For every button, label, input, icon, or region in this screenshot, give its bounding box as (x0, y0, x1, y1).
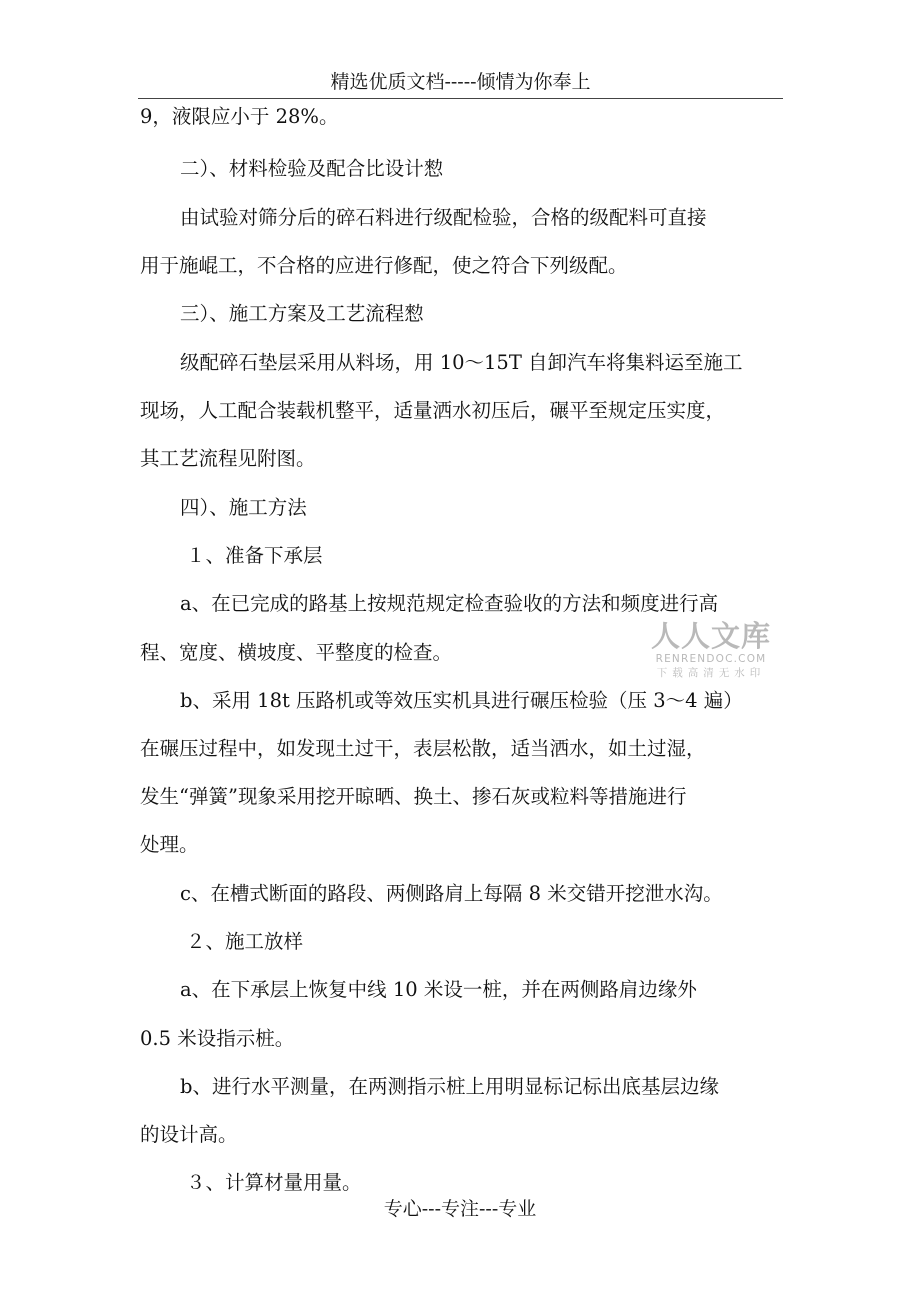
body-line: 9，液限应小于 28%。 (140, 105, 339, 128)
watermark-title: 人人文库 (650, 619, 771, 653)
body-line: 程、宽度、横坡度、平整度的检查。 (140, 641, 453, 664)
body-line: 级配碎石垫层采用从料场，用 10～15T 自卸汽车将集料运至施工 (180, 351, 743, 374)
body-line: a、在已完成的路基上按规范规定检查验收的方法和频度进行高 (180, 592, 719, 615)
body-line: 用于施崐工，不合格的应进行修配，使之符合下列级配。 (140, 254, 628, 277)
body-line: 现场，人工配合装载机整平，适量洒水初压后，碾平至规定压实度， (140, 399, 726, 422)
body-line: 由试验对筛分后的碎石料进行级配检验，合格的级配料可直接 (180, 206, 707, 229)
watermark-logo (646, 620, 776, 684)
body-line: b、采用 18t 压路机或等效压实机具进行碾压检验（压 3～4 遍） (180, 689, 743, 712)
body-line: c、在槽式断面的路段、两侧路肩上每隔 8 米交错开挖泄水沟。 (180, 882, 723, 905)
watermark-slogan: 下载高清无水印 (656, 667, 766, 679)
body-line: 发生“弹簧”现象采用挖开晾晒、换土、掺石灰或粒料等措施进行 (140, 785, 687, 808)
body-line: 其工艺流程见附图。 (140, 447, 316, 470)
watermark-domain: RENRENDOC.COM (655, 653, 767, 665)
section-heading: 二）、材料检验及配合比设计愸 (180, 157, 444, 180)
body-line: 0.5 米设指示桩。 (140, 1027, 295, 1050)
section-heading: 三）、施工方案及工艺流程愸 (180, 302, 424, 325)
body-line: 处理。 (140, 833, 199, 856)
body-line: 的设计高。 (140, 1123, 238, 1146)
header-text: 精选优质文档-----倾情为你奉上 (330, 71, 591, 93)
subsection-heading: １、准备下承层 (186, 544, 323, 567)
subsection-heading: ３、计算材量用量。 (186, 1171, 362, 1194)
footer-text: 专心---专注---专业 (383, 1198, 537, 1220)
section-heading: 四）、施工方法 (180, 496, 307, 519)
page-footer (0, 1195, 920, 1223)
body-line: a、在下承层上恢复中线 10 米设一桩，并在两侧路肩边缘外 (180, 978, 697, 1001)
subsection-heading: ２、施工放样 (186, 930, 304, 953)
body-line: 在碾压过程中，如发现土过干，表层松散，适当洒水，如土过湿， (140, 737, 706, 760)
page-header (138, 68, 783, 99)
body-line: b、进行水平测量，在两测指示桩上用明显标记标出底基层边缘 (180, 1075, 719, 1098)
